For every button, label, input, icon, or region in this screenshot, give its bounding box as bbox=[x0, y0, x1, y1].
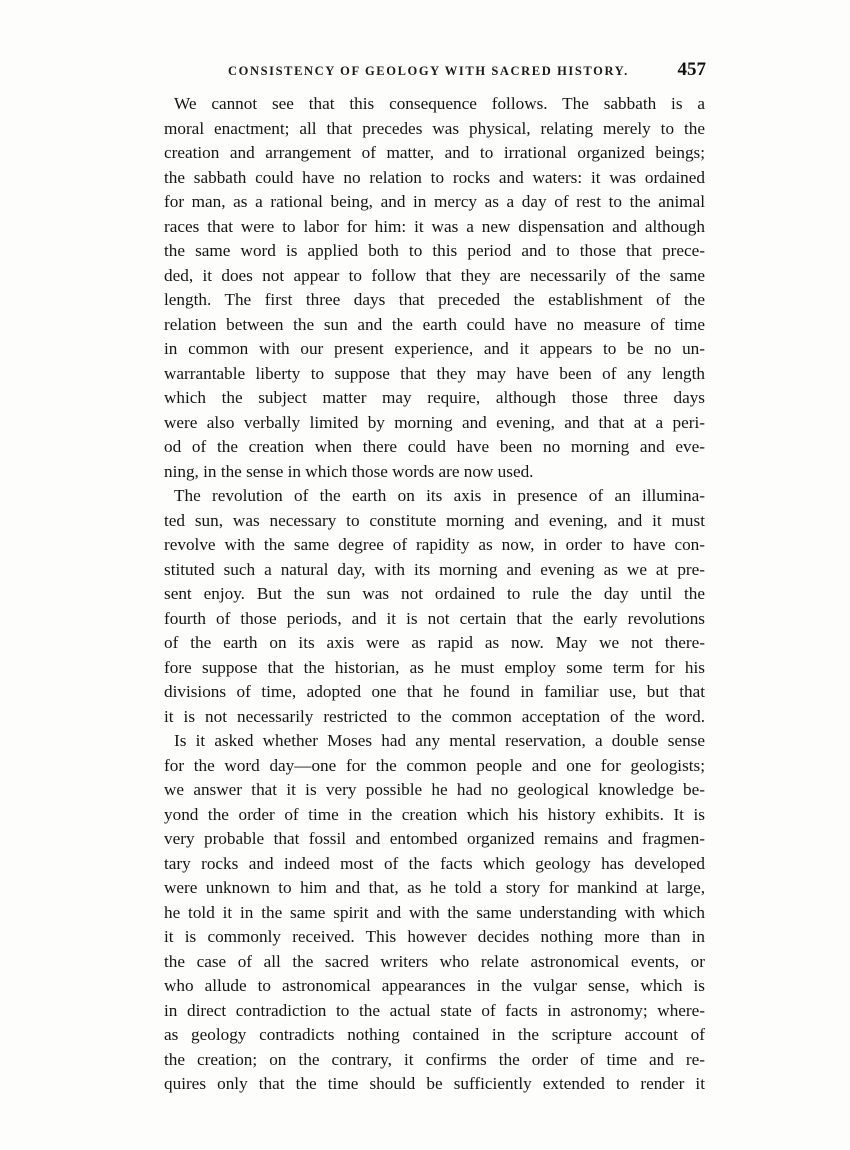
text-line: of the earth on its axis were as rapid as now. May we not there- bbox=[164, 633, 705, 652]
text-line: for man, as a rational being, and in mercy as a day of rest to the animal bbox=[164, 192, 705, 211]
text-line: creation and arrangement of matter, and to irrational organized beings; bbox=[164, 143, 705, 162]
text-line: we answer that it is very possible he had no geological knowledge be- bbox=[164, 780, 705, 799]
text-line: We cannot see that this consequence follows. The sabbath is a bbox=[174, 94, 705, 113]
text-line: divisions of time, adopted one that he found in familiar use, but that bbox=[164, 682, 705, 701]
text-line: quires only that the time should be sufficiently extended to render it bbox=[164, 1074, 705, 1093]
text-line: the sabbath could have no relation to rocks and waters: it was ordained bbox=[164, 167, 705, 187]
running-head bbox=[165, 58, 710, 88]
text-line: were also verbally limited by morning and evening, and that at a peri- bbox=[164, 412, 705, 432]
page-number: 457 bbox=[677, 59, 706, 80]
text-line: were unknown to him and that, as he told a story for mankind at large, bbox=[164, 878, 705, 897]
text-line: ted sun, was necessary to constitute morning and evening, and it must bbox=[164, 510, 705, 530]
text-line: for the word day—one for the common people and one for geologists; bbox=[164, 755, 705, 775]
text-line: warrantable liberty to suppose that they may have been of any length bbox=[164, 363, 705, 383]
text-line: which the subject matter may require, although those three days bbox=[164, 388, 705, 407]
text-line: in direct contradiction to the actual state of facts in astronomy; where- bbox=[164, 1000, 705, 1020]
text-line: races that were to labor for him: it was a new dispensation and although bbox=[164, 216, 705, 236]
text-line: he told it in the same spirit and with the same understanding with which bbox=[164, 902, 705, 922]
text-line: sent enjoy. But the sun was not ordained to rule the day until the bbox=[164, 584, 705, 603]
text-line: very probable that fossil and entombed organized remains and fragmen- bbox=[164, 829, 705, 848]
text-line: it is commonly received. This however decides nothing more than in bbox=[164, 927, 705, 946]
text-line: fourth of those periods, and it is not certain that the early revolutions bbox=[164, 608, 705, 628]
text-line: yond the order of time in the creation which his history exhibits. It is bbox=[164, 804, 705, 824]
text-line: ning, in the sense in which those words are now used. bbox=[164, 461, 534, 481]
text-line: who allude to astronomical appearances in the vulgar sense, which is bbox=[164, 976, 705, 995]
text-line: relation between the sun and the earth could have no measure of time bbox=[164, 314, 705, 334]
text-line: the same word is applied both to this period and to those that prece- bbox=[164, 241, 705, 260]
text-line: The revolution of the earth on its axis in presence of an illumina- bbox=[174, 486, 705, 505]
text-line: the case of all the sacred writers who relate astronomical events, or bbox=[164, 951, 705, 971]
text-line: revolve with the same degree of rapidity as now, in order to have con- bbox=[164, 535, 705, 554]
text-line: moral enactment; all that precedes was physical, relating merely to the bbox=[164, 118, 705, 138]
text-line: tary rocks and indeed most of the facts which geology has developed bbox=[164, 853, 705, 873]
body-text bbox=[164, 92, 705, 1097]
text-line: it is not necessarily restricted to the common acceptation of the word. bbox=[164, 706, 705, 726]
text-line: in common with our present experience, and it appears to be no un- bbox=[164, 339, 705, 358]
text-line: ded, it does not appear to follow that they are necessarily of the same bbox=[164, 265, 705, 285]
text-line: as geology contradicts nothing contained in the scripture account of bbox=[164, 1025, 705, 1044]
text-line: length. The first three days that preceded the establishment of the bbox=[164, 290, 705, 309]
text-line: fore suppose that the historian, as he must employ some term for his bbox=[164, 657, 705, 677]
text-line: Is it asked whether Moses had any mental reservation, a double sense bbox=[174, 731, 705, 750]
text-line: stituted such a natural day, with its morning and evening as we at pre- bbox=[164, 559, 705, 579]
text-line: the creation; on the contrary, it confirms the order of time and re- bbox=[164, 1049, 705, 1069]
text-line: od of the creation when there could have been no morning and eve- bbox=[164, 437, 705, 456]
running-title: CONSISTENCY OF GEOLOGY WITH SACRED HISTORY. bbox=[228, 64, 629, 78]
